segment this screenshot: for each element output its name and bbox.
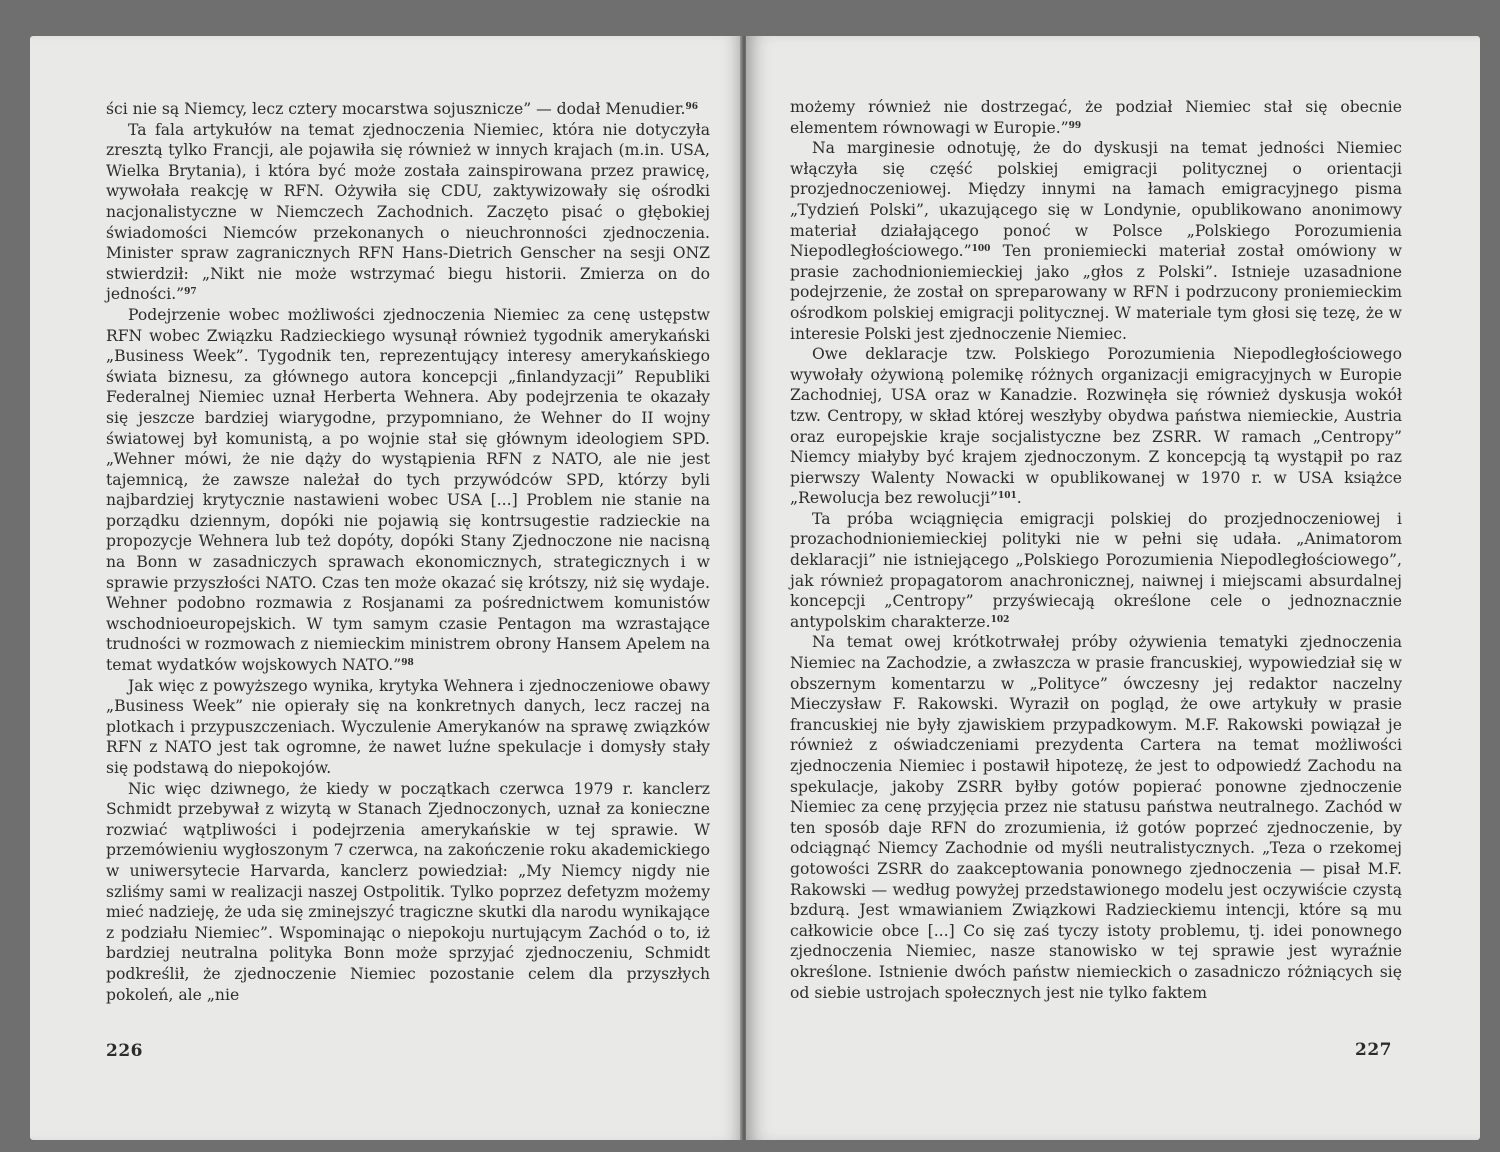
paragraph-text: Ta fala artykułów na temat zjednoczenia Niemiec, która nie dotyczyła zresztą tylko Francji, ale pojawiła się również w innych krajach (m.in. USA, Wielka Brytania), i która być może została zainspirowana przez prawicę, wywołała reakcję w RFN. Ożywiła się CDU, zaktywizowały się ośrodki nacjonalistyczne w Niemczech Zachodnich. Zaczęto pisać o głębokiej świadomości Niemców przekonanych o nieuchronności zjednoczenia. Minister spraw zagranicznych RFN Hans-Dietrich Genscher na sesji ONZ stwierdził: „Nikt nie może wstrzymać biegu historii. Zmierza on do jedności.” (106, 120, 710, 304)
left-page-body (106, 99, 710, 1005)
footnote-ref[interactable]: 97 (184, 287, 197, 298)
paragraph (106, 120, 710, 305)
paragraph-text: Podejrzenie wobec możliwości zjednoczenia Niemiec za cenę ustępstw RFN wobec Związku Radzieckiego wysunął również tygodnik amerykański „Business Week”. Tygodnik ten, reprezentujący interesy amerykańskiego świata biznesu, za głównego autora koncepcji „finlandyzacji” Republiki Federalnej Niemiec uznał Herberta Wehnera. Aby podejrzenia te okazały się jeszcze bardziej wiarygodne, przypomniano, że Wehner do II wojny światowej był komunistą, a po wojnie stał się głównym ideologiem SPD. „Wehner mówi, że nie dąży do wystąpienia RFN z NATO, ale nie jest tajemnicą, że zawsze należał do tych przywódców SPD, którzy byli najbardziej krytycznie nastawieni wobec USA [...] Problem nie stanie na porządku dziennym, dopóki nie pojawią się kontrsugestie radzieckie na propozycje Wehnera lub też dopóty, dopóki Stany Zjednoczone nie nacisną na Bonn w zasadniczych sprawach ekonomicznych, strategicznych i w sprawie przyszłości NATO. Czas ten może okazać się krótszy, niż się wydaje. Wehner podobno rozmawia z Rosjanami za pośrednictwem komunistów wschodnioeuropejskich. W tym samym czasie Pentagon ma wzrastające trudności w rozmowach z niemieckim ministrem obrony Hansem Apelem na temat wydatków wojskowych NATO.” (106, 305, 710, 675)
paragraph (106, 779, 710, 1006)
page-number: 227 (1355, 1040, 1392, 1060)
paragraph-text: Owe deklaracje tzw. Polskiego Porozumienia Niepodległościowego wywołały ożywioną polemikę różnych organizacji emigracyjnych w Europie Zachodniej, USA oraz w Kanadzie. Rozwinęła się również dyskusja wokół tzw. Centropy, w skład której weszłyby obydwa państwa niemieckie, Austria oraz europejskie kraje socjalistyczne bez ZSRR. W ramach „Centropy” Niemcy miałyby być krajem zjednoczonym. Z koncepcją tą wystąpił po raz pierwszy Walenty Nowacki w opublikowanej w 1970 r. w USA książce „Rewolucja bez rewolucji” (790, 345, 1402, 508)
paragraph-text: ści nie są Niemcy, lecz cztery mocarstwa sojusznicze” — dodał Menudier. (106, 100, 686, 118)
paragraph-text: Jak więc z powyższego wynika, krytyka Wehnera i zjednoczeniowe obawy „Business Week” nie opierały się na konkretnych danych, lecz raczej na plotkach i przypuszczeniach. Wyczulenie Amerykanów na sprawę związków RFN z NATO jest tak ogromne, że nawet luźne spekulacje i domysły stały się podstawą do niepokojów. (106, 676, 710, 777)
paragraph-text: Ta próba wciągnięcia emigracji polskiej do prozjednoczeniowej i prozachodnioniemieckiej polityki nie w pełni się udała. „Animatorom deklaracji” nie istniejącego „Polskiego Porozumienia Niepodległościowego”, jak również propagatorom anachronicznej, naiwnej i miejscami absurdalnej koncepcji „Centropy” przyświecają określone cele o jednoznacznie antypolskim charakterze. (790, 509, 1402, 631)
paragraph-text: Na temat owej krótkotrwałej próby ożywienia tematyki zjednoczenia Niemiec na Zachodzie, a zwłaszcza w prasie francuskiej, wypowiedział się w obszernym komentarzu w „Polityce” ówczesny jej redaktor naczelny Mieczysław F. Rakowski. Wyraził on pogląd, że owe artykuły w prasie francuskiej nie były zjawiskiem przypadkowym. M.F. Rakowski powiązał je również z oświadczeniami prezydenta Cartera na temat możliwości zjednoczenia Niemiec i postawił hipotezę, że jest to odpowiedź Zachodu na spekulacje, jakoby ZSRR byłby gotów popierać ponowne zjednoczenie Niemiec za cenę przyjęcia przez nie statusu państwa neutralnego. Zachód w ten sposób daje RFN do zrozumienia, iż gotów poprzeć zjednoczenie, by odciągnąć Niemcy Zachodnie od myśli neutralistycznych. „Teza o rzekomej gotowości ZSRR do zaakceptowania ponownego zjednoczenia — pisał M.F. Rakowski — według powyżej przedstawionego modelu jest oczywiście czystą bzdurą. Jest wmawianiem Związkowi Radzieckiemu intencji, które są mu całkowicie obce [...] Co się zaś tyczy istoty problemu, tj. idei ponownego zjednoczenia Niemiec, nasze stanowisko w tej sprawie jest wyraźnie określone. Istnienie dwóch państw niemieckich o zasadniczo różniących się od siebie ustrojach społecznych jest nie tylko faktem (790, 633, 1402, 1002)
footnote-ref[interactable]: 101 (998, 491, 1017, 502)
paragraph-text: możemy również nie dostrzegać, że podział Niemiec stał się obecnie elementem równowagi w Europie.” (790, 98, 1402, 137)
paragraph (106, 99, 710, 120)
footnote-ref[interactable]: 99 (1068, 120, 1082, 131)
right-page (746, 36, 1480, 1140)
footnote-ref[interactable]: 100 (971, 244, 991, 255)
footnote-ref[interactable]: 102 (990, 614, 1010, 625)
footnote-ref[interactable]: 98 (401, 658, 414, 669)
paragraph (790, 138, 1402, 344)
paragraph (790, 344, 1402, 509)
paragraph (790, 509, 1402, 633)
paragraph-text: Nic więc dziwnego, że kiedy w początkach czerwca 1979 r. kanclerz Schmidt przebywał z wizytą w Stanach Zjednoczonych, uznał za konieczne rozwiać wątpliwości i podejrzenia amerykańskie w tej sprawie. W przemówieniu wygłoszonym 7 czerwca, na zakończenie roku akademickiego w uniwersytecie Harvarda, kanclerz powiedział: „My Niemcy nigdy nie szliśmy sami w realizacji naszej Ostpolitik. Tylko poprzez defetyzm możemy mieć nadzieję, że uda się zminejszyć tragiczne skutki dla narodu wynikające z podziału Niemiec”. Wspominając o niepokoju nurtującym Zachód o to, iż bardziej neutralna polityka Bonn może sprzyjać zjednoczeniu, Schmidt podkreślił, że zjednoczenie Niemiec pozostanie celem dla przyszłych pokoleń, ale „nie (106, 779, 710, 1004)
paragraph (106, 676, 710, 779)
page-number: 226 (106, 1041, 143, 1061)
paragraph (790, 632, 1402, 1003)
paragraph-text: Na marginesie odnotuję, że do dyskusji na temat jedności Niemiec włączyła się część polskiej emigracji politycznej o orientacji prozjednoczeniowej. Między innymi na łamach emigracyjnego pisma „Tydzień Polski”, ukazującego się w Londynie, opublikowano anonimowy materiał działającego ponoć w Polsce „Polskiego Porozumienia Niepodległościowego.” (790, 139, 1402, 261)
paragraph (790, 97, 1402, 138)
right-page-body (790, 97, 1402, 1003)
paragraph-text-continued: Ten proniemiecki materiał został omówiony w prasie zachodnioniemieckiej jako „głos z Polski”. Istnieje uzasadnione podejrzenie, że został on spreparowany w RFN i podrzucony proniemieckim ośrodkom polskiej emigracji politycznej. W materiale tym głosi się tezę, że w interesie Polski jest zjednoczenie Niemiec. (790, 242, 1402, 343)
left-page (30, 36, 742, 1140)
paragraph-text-continued: . (1016, 489, 1022, 508)
footnote-ref[interactable]: 96 (685, 102, 699, 112)
paragraph (106, 305, 710, 676)
